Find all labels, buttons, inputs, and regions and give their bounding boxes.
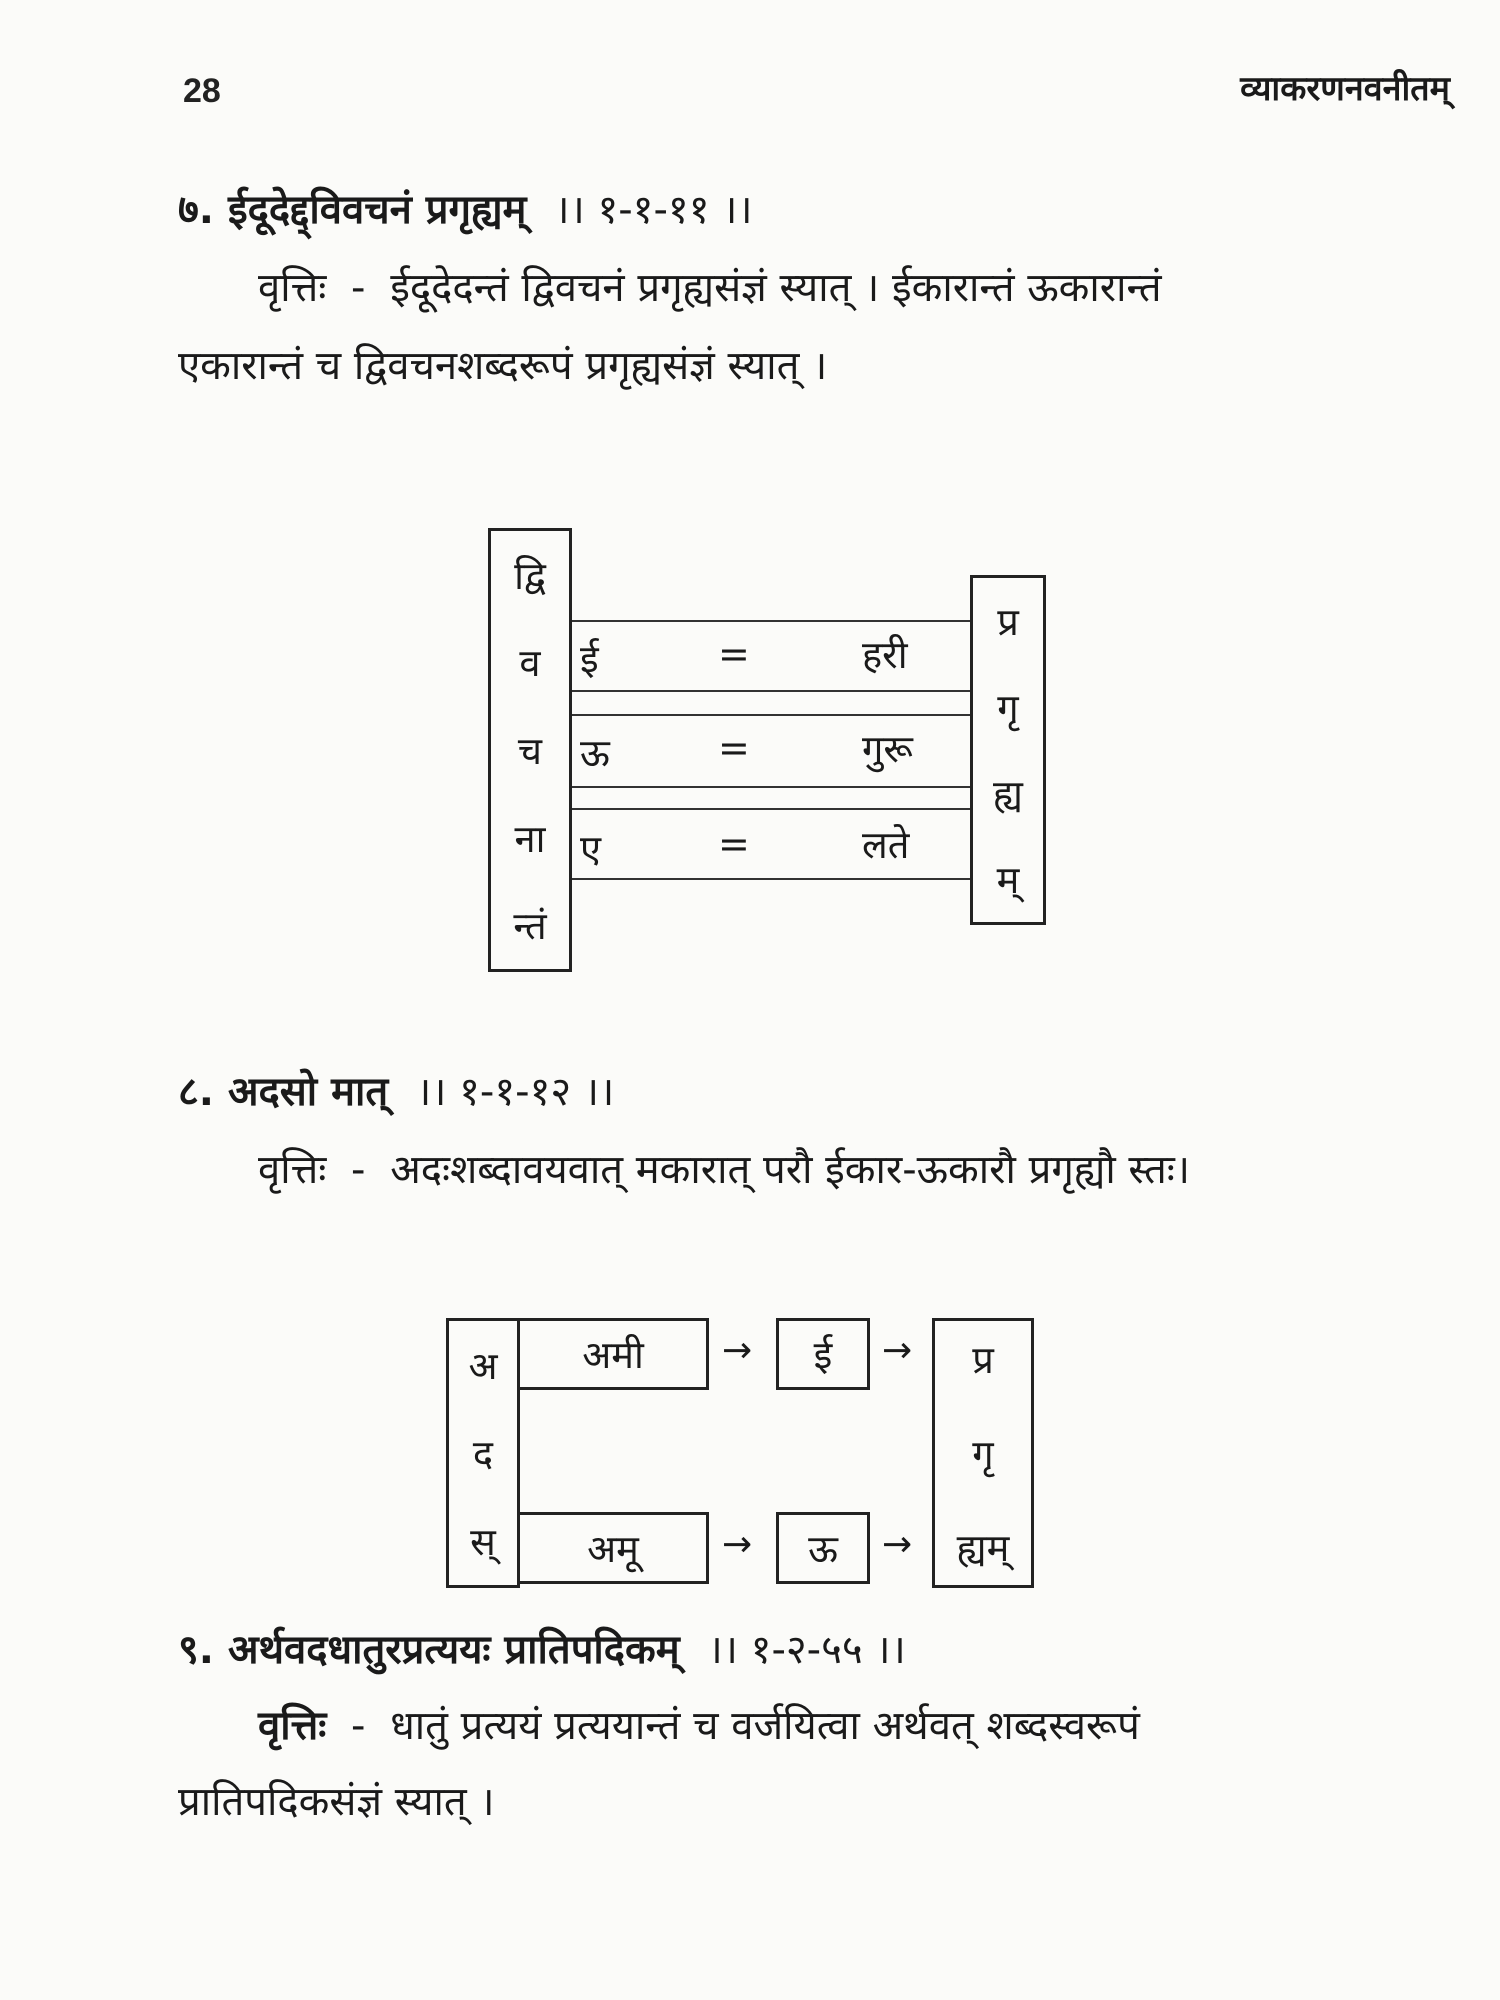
diagram1-left-syllable: ना — [514, 816, 546, 861]
diagram1-right-syllable: ह्य — [993, 772, 1023, 816]
arrow-right-icon: → — [882, 1524, 913, 1565]
diagram1-connector-line — [572, 714, 970, 716]
diagram1-word: गुरू — [862, 727, 913, 771]
sutra-8-vritti — [258, 1130, 1458, 1210]
sutra-7-vritti-text1: ईदूदेदन्तं द्विवचनं प्रगृह्यसंज्ञं स्यात् । ईकारान्तं ऊकारान्तं — [390, 265, 1162, 311]
sutra-7-vritti-line2: एकारान्तं च द्विवचनशब्दरूपं प्रगृह्यसंज्ञं स्यात् । — [178, 343, 828, 389]
diagram1-connector-line — [572, 786, 970, 788]
diagram2-right-box — [932, 1318, 1034, 1588]
arrow-right-icon: → — [722, 1330, 753, 1371]
sutra-7-ref: ।। १-१-११ ।। — [554, 187, 753, 233]
diagram1-connector-line — [572, 620, 970, 622]
diagram1-left-syllable: व — [519, 641, 541, 686]
diagram2-right-syllable: गृ — [972, 1432, 994, 1476]
sutra-8-ref: ।। १-१-१२ ।। — [416, 1069, 615, 1115]
diagram2-top-vowel-box — [776, 1318, 870, 1390]
sutra-8-title: अदसो मात् — [227, 1069, 389, 1115]
diagram1-vowel: ई — [580, 637, 599, 681]
diagram1-equals: = — [718, 726, 750, 770]
diagram1-right-box — [970, 575, 1046, 925]
diagram1-connector-line — [572, 878, 970, 880]
diagram1-right-syllable: म् — [996, 858, 1020, 902]
diagram2-left-syllable: द — [472, 1432, 494, 1476]
diagram2-bottom-word-box — [517, 1512, 709, 1584]
sutra-8-dash: - — [351, 1147, 366, 1193]
arrow-right-icon: → — [882, 1330, 913, 1371]
sutra-7-heading — [178, 180, 753, 235]
diagram1-equals: = — [718, 632, 750, 676]
diagram2-bottom-vowel: ऊ — [808, 1527, 838, 1571]
diagram2-bottom-word: अमू — [587, 1527, 639, 1571]
arrow-right-icon: → — [722, 1524, 753, 1565]
sutra-8-heading — [178, 1062, 614, 1117]
diagram2-left-syllable: स् — [470, 1520, 496, 1564]
diagram1-left-syllable: च — [517, 728, 543, 773]
diagram1-equals: = — [718, 822, 750, 866]
diagram2-top-word: अमी — [582, 1333, 644, 1377]
diagram1-word: लते — [862, 823, 910, 867]
sutra-9-title: अर्थवदधातुरप्रत्ययः प्रातिपदिकम् — [227, 1627, 680, 1673]
sutra-9-vritti-text1: धातुं प्रत्ययं प्रत्ययान्तं च वर्जयित्वा अर्थवत् शब्दस्वरूपं — [390, 1703, 1140, 1749]
sutra-8-vritti-label: वृत्तिः — [258, 1147, 327, 1193]
sutra-9-vritti-line1 — [178, 1686, 1450, 1766]
sutra-8-vritti-text: अदःशब्दावयवात् मकारात् परौ ईकार-ऊकारौ प्रगृह्यौ स्तः। — [390, 1147, 1191, 1193]
diagram1-left-syllable: द्वि — [514, 553, 546, 598]
sutra-7-title: ईदूदेद्द्विवचनं प्रगृह्यम् — [227, 187, 527, 233]
diagram1-connector-line — [572, 690, 970, 692]
diagram2-top-word-box — [517, 1318, 709, 1390]
diagram2-bottom-vowel-box — [776, 1512, 870, 1584]
diagram2-left-syllable: अ — [468, 1344, 498, 1388]
sutra-9-ref: ।। १-२-५५ ।। — [707, 1627, 906, 1673]
sutra-7-vritti-label: वृत्तिः — [258, 265, 327, 311]
diagram2-top-vowel: ई — [813, 1333, 833, 1377]
sutra-9-vritti-label: वृत्तिः — [258, 1703, 327, 1749]
sutra-9-vritti-line2: प्रातिपदिकसंज्ञं स्यात् । — [178, 1779, 495, 1825]
sutra-9-number: ९. — [178, 1627, 214, 1673]
sutra-9-dash: - — [351, 1703, 366, 1749]
diagram2-right-syllable: ह्यम् — [956, 1526, 1010, 1570]
sutra-7-number: ७. — [178, 187, 214, 233]
diagram2-left-box — [446, 1318, 520, 1588]
diagram1-connector-line — [572, 808, 970, 810]
sutra-8-number: ८. — [178, 1069, 214, 1115]
sutra-7-dash: - — [351, 265, 366, 311]
diagram1-vowel: ए — [580, 827, 602, 871]
diagram1-left-box — [488, 528, 572, 972]
diagram1-word: हरी — [862, 633, 908, 677]
diagram1-right-syllable: गृ — [997, 686, 1019, 730]
sutra-9-heading — [178, 1620, 906, 1675]
diagram1-left-syllable: न्तं — [513, 904, 547, 949]
diagram1-vowel: ऊ — [580, 731, 610, 775]
diagram2-right-syllable: प्र — [972, 1338, 994, 1382]
page-number: 28 — [183, 72, 221, 110]
sutra-7-vritti-line1 — [178, 248, 1450, 328]
running-head-title: व्याकरणनवनीतम् — [1240, 69, 1450, 109]
diagram1-right-syllable: प्र — [997, 600, 1019, 644]
